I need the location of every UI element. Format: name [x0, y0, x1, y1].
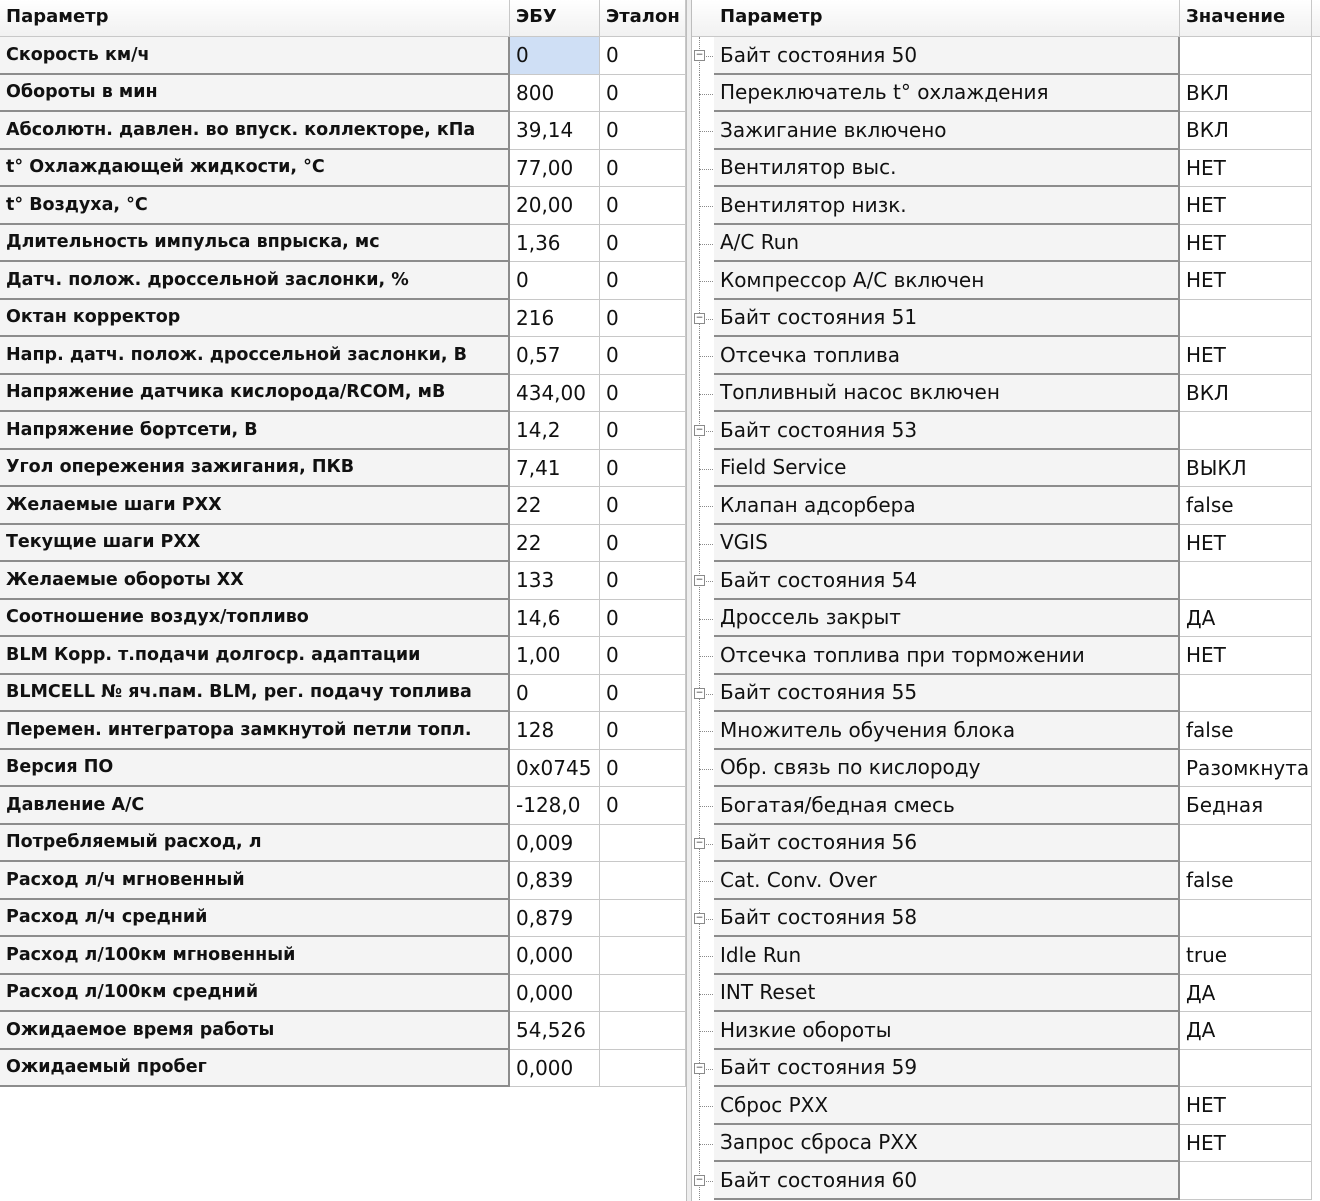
flag-name-cell: Запрос сброса РХХ: [714, 1125, 1180, 1163]
reference-value-cell[interactable]: 0: [600, 675, 686, 713]
ecu-value-cell[interactable]: 54,526: [510, 1012, 600, 1050]
collapse-toggle-icon[interactable]: −: [695, 687, 704, 698]
tree-connector: [692, 937, 714, 975]
flag-value-cell[interactable]: Разомкнута: [1180, 750, 1312, 788]
flag-value-cell[interactable]: ВКЛ: [1180, 75, 1312, 113]
tree-item-row[interactable]: [692, 1087, 1320, 1125]
ecu-value-cell[interactable]: 216: [510, 300, 600, 338]
tree-item-row[interactable]: [692, 937, 1320, 975]
tree-group-row[interactable]: [692, 825, 1320, 863]
tree-connector: [692, 1050, 714, 1088]
table-row[interactable]: [0, 450, 686, 488]
collapse-toggle-icon[interactable]: −: [695, 575, 704, 585]
table-row[interactable]: [0, 637, 686, 675]
ecu-value-cell[interactable]: 133: [510, 562, 600, 600]
reference-value-cell[interactable]: 0: [600, 337, 686, 375]
tree-item-row[interactable]: [692, 1012, 1320, 1050]
flag-value-cell[interactable]: ДА: [1180, 600, 1312, 638]
flag-name-cell: Field Service: [714, 450, 1180, 488]
ecu-value-cell[interactable]: 1,36: [510, 225, 600, 263]
tree-connector: [692, 1125, 714, 1163]
param-name-cell: Напряжение бортсети, В: [0, 412, 510, 450]
table-row[interactable]: [0, 187, 686, 225]
flag-value-cell[interactable]: Бедная: [1180, 787, 1312, 825]
param-name-cell: t° Воздуха, °C: [0, 187, 510, 225]
reference-value-cell[interactable]: 0: [600, 300, 686, 338]
tree-connector: [692, 525, 714, 563]
header-ecu[interactable]: ЭБУ: [510, 0, 600, 36]
ecu-value-cell[interactable]: 22: [510, 525, 600, 563]
tree-item-row[interactable]: [692, 750, 1320, 788]
flag-name-cell: Вентилятор низк.: [714, 187, 1180, 225]
param-name-cell: Абсолютн. давлен. во впуск. коллекторе, кПа: [0, 112, 510, 150]
ecu-value-cell[interactable]: 77,00: [510, 150, 600, 188]
left-grid-header: [0, 0, 686, 37]
flag-value-cell[interactable]: ВЫКЛ: [1180, 450, 1312, 488]
param-name-cell: Желаемые шаги РХХ: [0, 487, 510, 525]
flag-name-cell: Вентилятор выс.: [714, 150, 1180, 188]
tree-connector: [692, 600, 714, 638]
tree-connector: [692, 712, 714, 750]
ecu-value-cell[interactable]: 0,57: [510, 337, 600, 375]
flag-value-cell[interactable]: НЕТ: [1180, 150, 1312, 188]
param-name-cell: Желаемые обороты ХХ: [0, 562, 510, 600]
reference-value-cell[interactable]: 0: [600, 525, 686, 563]
flag-name-cell: Богатая/бедная смесь: [714, 787, 1180, 825]
ecu-value-cell[interactable]: 0: [510, 262, 600, 300]
flag-value-cell[interactable]: ВКЛ: [1180, 112, 1312, 150]
flag-value-cell[interactable]: [1180, 1162, 1312, 1200]
param-name-cell: Давление A/C: [0, 787, 510, 825]
table-row[interactable]: [0, 937, 686, 975]
reference-value-cell[interactable]: 0: [600, 75, 686, 113]
reference-value-cell[interactable]: 0: [600, 37, 686, 75]
tree-item-row[interactable]: [692, 225, 1320, 263]
tree-connector: [692, 1162, 714, 1200]
param-name-cell: Расход л/ч средний: [0, 900, 510, 938]
ecu-value-cell[interactable]: 0x0745: [510, 750, 600, 788]
flag-name-cell: Сброс РХХ: [714, 1087, 1180, 1125]
tree-connector: [692, 637, 714, 675]
flag-name-cell: Cat. Conv. Over: [714, 862, 1180, 900]
collapse-toggle-icon[interactable]: −: [695, 425, 704, 435]
flag-name-cell: INT Reset: [714, 975, 1180, 1013]
flag-value-cell[interactable]: НЕТ: [1180, 225, 1312, 263]
collapse-toggle-icon[interactable]: −: [695, 50, 704, 60]
ecu-value-cell[interactable]: 0: [510, 37, 600, 75]
reference-value-cell[interactable]: [600, 900, 686, 938]
tree-connector: [692, 900, 714, 938]
tree-connector: [692, 862, 714, 900]
ecu-value-cell[interactable]: 0: [510, 675, 600, 713]
reference-value-cell[interactable]: 0: [600, 450, 686, 488]
reference-value-cell[interactable]: 0: [600, 750, 686, 788]
ecu-value-cell[interactable]: 0,839: [510, 862, 600, 900]
ecu-value-cell[interactable]: 22: [510, 487, 600, 525]
reference-value-cell[interactable]: 0: [600, 787, 686, 825]
flag-name-cell: A/C Run: [714, 225, 1180, 263]
tree-item-row[interactable]: [692, 375, 1320, 413]
reference-value-cell[interactable]: 0: [600, 187, 686, 225]
flag-value-cell[interactable]: ДА: [1180, 1012, 1312, 1050]
tree-item-row[interactable]: [692, 150, 1320, 188]
flag-value-cell[interactable]: НЕТ: [1180, 525, 1312, 563]
flag-name-cell: Низкие обороты: [714, 1012, 1180, 1050]
tree-item-row[interactable]: [692, 787, 1320, 825]
param-name-cell: Расход л/100км мгновенный: [0, 937, 510, 975]
flag-value-cell[interactable]: НЕТ: [1180, 187, 1312, 225]
tree-connector: [692, 262, 714, 300]
ecu-value-cell[interactable]: 1,00: [510, 637, 600, 675]
param-name-cell: Расход л/ч мгновенный: [0, 862, 510, 900]
table-row[interactable]: [0, 600, 686, 638]
tree-item-row[interactable]: [692, 637, 1320, 675]
table-row[interactable]: [0, 712, 686, 750]
right-grid-body: [692, 37, 1320, 1200]
table-row[interactable]: [0, 825, 686, 863]
flag-name-cell: VGIS: [714, 525, 1180, 563]
reference-value-cell[interactable]: [600, 825, 686, 863]
flag-name-cell: Отсечка топлива при торможении: [714, 637, 1180, 675]
param-name-cell: t° Охлаждающей жидкости, °C: [0, 150, 510, 188]
reference-value-cell[interactable]: 0: [600, 150, 686, 188]
table-row[interactable]: [0, 412, 686, 450]
table-row[interactable]: [0, 750, 686, 788]
param-name-cell: Расход л/100км средний: [0, 975, 510, 1013]
header-param[interactable]: Параметр: [692, 0, 1180, 36]
flag-value-cell[interactable]: НЕТ: [1180, 637, 1312, 675]
flag-name-cell: Зажигание включено: [714, 112, 1180, 150]
header-reference[interactable]: Эталон: [600, 0, 686, 36]
reference-value-cell[interactable]: 0: [600, 562, 686, 600]
tree-item-row[interactable]: [692, 112, 1320, 150]
flag-name-cell: Дроссель закрыт: [714, 600, 1180, 638]
flag-name-cell: Множитель обучения блока: [714, 712, 1180, 750]
table-row[interactable]: [0, 675, 686, 713]
reference-value-cell[interactable]: [600, 975, 686, 1013]
tree-connector: [692, 675, 714, 713]
flag-value-cell[interactable]: НЕТ: [1180, 262, 1312, 300]
ecu-value-cell[interactable]: 0,000: [510, 937, 600, 975]
reference-value-cell[interactable]: 0: [600, 225, 686, 263]
table-row[interactable]: [0, 37, 686, 75]
flag-value-cell[interactable]: НЕТ: [1180, 1087, 1312, 1125]
table-row[interactable]: [0, 862, 686, 900]
tree-connector: [692, 112, 714, 150]
tree-item-row[interactable]: [692, 487, 1320, 525]
flag-value-cell[interactable]: НЕТ: [1180, 1125, 1312, 1163]
param-name-cell: Текущие шаги РХХ: [0, 525, 510, 563]
tree-connector: [692, 562, 714, 600]
tree-group-row[interactable]: [692, 562, 1320, 600]
tree-item-row[interactable]: [692, 862, 1320, 900]
tree-item-row[interactable]: [692, 337, 1320, 375]
tree-connector: [692, 37, 714, 75]
flag-value-cell[interactable]: true: [1180, 937, 1312, 975]
tree-connector: [692, 300, 714, 338]
status-byte-label: Байт состояния 59: [714, 1050, 1180, 1088]
reference-value-cell[interactable]: [600, 1012, 686, 1050]
ecu-value-cell[interactable]: 800: [510, 75, 600, 113]
table-row[interactable]: [0, 375, 686, 413]
param-name-cell: Обороты в мин: [0, 75, 510, 113]
left-grid-body: [0, 37, 686, 1087]
ecu-value-cell[interactable]: 0,000: [510, 1050, 600, 1088]
tree-connector: [692, 825, 714, 863]
param-name-cell: Соотношение воздух/топливо: [0, 600, 510, 638]
flag-name-cell: Обр. связь по кислороду: [714, 750, 1180, 788]
tree-item-row[interactable]: [692, 525, 1320, 563]
flag-name-cell: Клапан адсорбера: [714, 487, 1180, 525]
ecu-value-cell[interactable]: 14,2: [510, 412, 600, 450]
header-param[interactable]: Параметр: [0, 0, 510, 36]
flag-value-cell[interactable]: [1180, 300, 1312, 338]
status-bytes-tree-grid: [692, 0, 1320, 1201]
param-name-cell: Скорость км/ч: [0, 37, 510, 75]
tree-connector: [692, 412, 714, 450]
tree-connector: [692, 187, 714, 225]
flag-value-cell[interactable]: [1180, 37, 1312, 75]
flag-value-cell[interactable]: [1180, 1050, 1312, 1088]
reference-value-cell[interactable]: 0: [600, 487, 686, 525]
ecu-value-cell[interactable]: 0,879: [510, 900, 600, 938]
param-name-cell: Октан корректор: [0, 300, 510, 338]
tree-connector: [692, 750, 714, 788]
collapse-toggle-icon[interactable]: −: [695, 312, 704, 323]
collapse-toggle-icon[interactable]: −: [695, 1062, 704, 1073]
tree-item-row[interactable]: [692, 1125, 1320, 1163]
tree-connector: [692, 225, 714, 263]
ecu-value-cell[interactable]: 0,000: [510, 975, 600, 1013]
flag-value-cell[interactable]: ДА: [1180, 975, 1312, 1013]
table-row[interactable]: [0, 337, 686, 375]
table-row[interactable]: [0, 900, 686, 938]
flag-value-cell[interactable]: false: [1180, 712, 1312, 750]
reference-value-cell[interactable]: 0: [600, 600, 686, 638]
flag-value-cell[interactable]: false: [1180, 487, 1312, 525]
param-name-cell: Перемен. интегратора замкнутой петли топл.: [0, 712, 510, 750]
reference-value-cell[interactable]: 0: [600, 637, 686, 675]
tree-connector: [692, 975, 714, 1013]
reference-value-cell[interactable]: [600, 1050, 686, 1088]
tree-connector: [692, 450, 714, 488]
right-grid-header: [692, 0, 1320, 37]
tree-group-row[interactable]: [692, 37, 1320, 75]
param-name-cell: Датч. полож. дроссельной заслонки, %: [0, 262, 510, 300]
tree-item-row[interactable]: [692, 262, 1320, 300]
flag-value-cell[interactable]: НЕТ: [1180, 337, 1312, 375]
param-name-cell: Потребляемый расход, л: [0, 825, 510, 863]
reference-value-cell[interactable]: 0: [600, 712, 686, 750]
flag-value-cell[interactable]: [1180, 562, 1312, 600]
table-row[interactable]: [0, 300, 686, 338]
tree-item-row[interactable]: [692, 712, 1320, 750]
status-byte-label: Байт состояния 51: [714, 300, 1180, 338]
ecu-value-cell[interactable]: 39,14: [510, 112, 600, 150]
collapse-toggle-icon[interactable]: −: [695, 912, 704, 923]
collapse-toggle-icon[interactable]: −: [695, 837, 704, 848]
param-name-cell: Напр. датч. полож. дроссельной заслонки, В: [0, 337, 510, 375]
tree-item-row[interactable]: [692, 975, 1320, 1013]
tree-group-row[interactable]: [692, 675, 1320, 713]
flag-value-cell[interactable]: [1180, 825, 1312, 863]
param-name-cell: Версия ПО: [0, 750, 510, 788]
tree-group-row[interactable]: [692, 1050, 1320, 1088]
tree-group-row[interactable]: [692, 300, 1320, 338]
ecu-value-cell[interactable]: 14,6: [510, 600, 600, 638]
table-row[interactable]: [0, 112, 686, 150]
collapse-toggle-icon[interactable]: −: [695, 1175, 704, 1185]
flag-name-cell: Idle Run: [714, 937, 1180, 975]
table-row[interactable]: [0, 562, 686, 600]
reference-value-cell[interactable]: 0: [600, 112, 686, 150]
table-row[interactable]: [0, 1012, 686, 1050]
param-name-cell: BLMCELL № яч.пам. BLM, рег. подачу топлива: [0, 675, 510, 713]
tree-connector: [692, 1012, 714, 1050]
tree-group-row[interactable]: [692, 412, 1320, 450]
tree-item-row[interactable]: [692, 75, 1320, 113]
tree-connector: [692, 487, 714, 525]
flag-value-cell[interactable]: [1180, 900, 1312, 938]
ecu-value-cell[interactable]: 7,41: [510, 450, 600, 488]
ecu-value-cell[interactable]: 128: [510, 712, 600, 750]
status-byte-label: Байт состояния 53: [714, 412, 1180, 450]
reference-value-cell[interactable]: [600, 937, 686, 975]
ecu-value-cell[interactable]: -128,0: [510, 787, 600, 825]
reference-value-cell[interactable]: 0: [600, 262, 686, 300]
flag-name-cell: Компрессор A/C включен: [714, 262, 1180, 300]
tree-connector: [692, 1087, 714, 1125]
tree-item-row[interactable]: [692, 187, 1320, 225]
param-name-cell: Ожидаемое время работы: [0, 1012, 510, 1050]
flag-name-cell: Переключатель t° охлаждения: [714, 75, 1180, 113]
param-name-cell: Напряжение датчика кислорода/RCOM, мВ: [0, 375, 510, 413]
ecu-value-cell[interactable]: 20,00: [510, 187, 600, 225]
header-value[interactable]: Значение: [1180, 0, 1312, 36]
table-row[interactable]: [0, 525, 686, 563]
status-byte-label: Байт состояния 56: [714, 825, 1180, 863]
tree-item-row[interactable]: [692, 450, 1320, 488]
tree-group-row[interactable]: [692, 900, 1320, 938]
flag-value-cell[interactable]: [1180, 675, 1312, 713]
reference-value-cell[interactable]: [600, 862, 686, 900]
tree-group-row[interactable]: [692, 1162, 1320, 1200]
table-row[interactable]: [0, 975, 686, 1013]
flag-name-cell: Отсечка топлива: [714, 337, 1180, 375]
table-row[interactable]: [0, 787, 686, 825]
tree-connector: [692, 337, 714, 375]
status-byte-label: Байт состояния 58: [714, 900, 1180, 938]
status-byte-label: Байт состояния 60: [714, 1162, 1180, 1200]
param-name-cell: Длительность импульса впрыска, мс: [0, 225, 510, 263]
status-byte-label: Байт состояния 55: [714, 675, 1180, 713]
table-row[interactable]: [0, 75, 686, 113]
table-row[interactable]: [0, 1050, 686, 1088]
param-name-cell: Угол опережения зажигания, ПКВ: [0, 450, 510, 488]
table-row[interactable]: [0, 487, 686, 525]
status-byte-label: Байт состояния 50: [714, 37, 1180, 75]
tree-connector: [692, 150, 714, 188]
param-name-cell: BLM Корр. т.подачи долгоср. адаптации: [0, 637, 510, 675]
flag-value-cell[interactable]: false: [1180, 862, 1312, 900]
flag-value-cell[interactable]: [1180, 412, 1312, 450]
tree-connector: [692, 787, 714, 825]
table-row[interactable]: [0, 150, 686, 188]
reference-value-cell[interactable]: 0: [600, 412, 686, 450]
tree-connector: [692, 75, 714, 113]
flag-value-cell[interactable]: ВКЛ: [1180, 375, 1312, 413]
reference-value-cell[interactable]: 0: [600, 375, 686, 413]
tree-connector: [692, 375, 714, 413]
table-row[interactable]: [0, 262, 686, 300]
status-byte-label: Байт состояния 54: [714, 562, 1180, 600]
ecu-value-cell[interactable]: 434,00: [510, 375, 600, 413]
flag-name-cell: Топливный насос включен: [714, 375, 1180, 413]
table-row[interactable]: [0, 225, 686, 263]
tree-item-row[interactable]: [692, 600, 1320, 638]
param-name-cell: Ожидаемый пробег: [0, 1050, 510, 1088]
ecu-value-cell[interactable]: 0,009: [510, 825, 600, 863]
